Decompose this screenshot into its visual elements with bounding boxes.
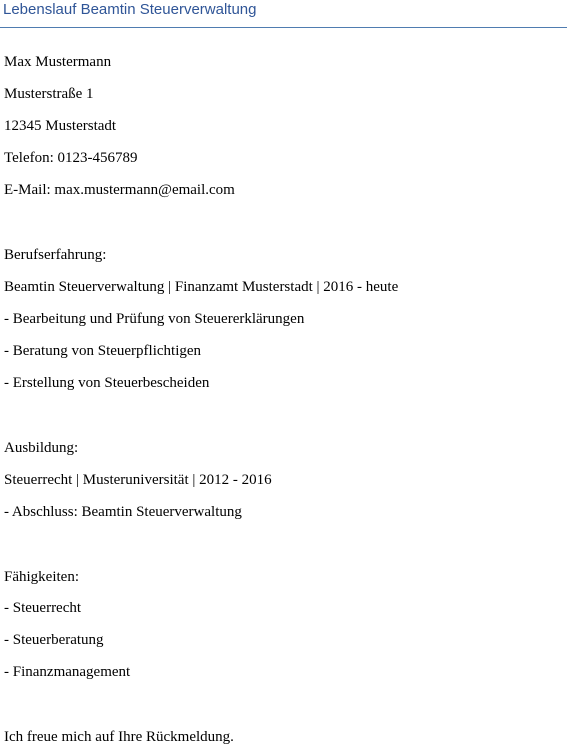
list-item: - Steuerrecht [4,600,82,616]
document-header [0,0,567,28]
list-item: - Bearbeitung und Prüfung von Steuererklärungen [4,311,305,327]
closing-text: Ich freue mich auf Ihre Rückmeldung. [4,729,234,745]
contact-name: Max Mustermann [4,54,112,70]
list-item: - Steuerberatung [4,632,104,648]
contact-street: Musterstraße 1 [4,86,94,102]
contact-city: 12345 Musterstadt [4,118,117,134]
contact-email: E-Mail: max.mustermann@email.com [4,182,235,198]
education-heading: Ausbildung: [4,440,79,456]
list-item: - Erstellung von Steuerbescheiden [4,375,210,391]
list-item: - Finanzmanagement [4,664,131,680]
experience-heading: Berufserfahrung: [4,247,107,263]
list-item: - Abschluss: Beamtin Steuerverwaltung [4,504,242,520]
list-item: - Beratung von Steuerpflichtigen [4,343,202,359]
skills-heading: Fähigkeiten: [4,569,79,585]
document-title: Lebenslauf Beamtin Steuerverwaltung [3,1,257,18]
education-degree: Steuerrecht | Musteruniversität | 2012 - 2016 [4,472,272,488]
experience-position: Beamtin Steuerverwaltung | Finanzamt Musterstadt | 2016 - heute [4,279,399,295]
contact-phone: Telefon: 0123-456789 [4,150,138,166]
